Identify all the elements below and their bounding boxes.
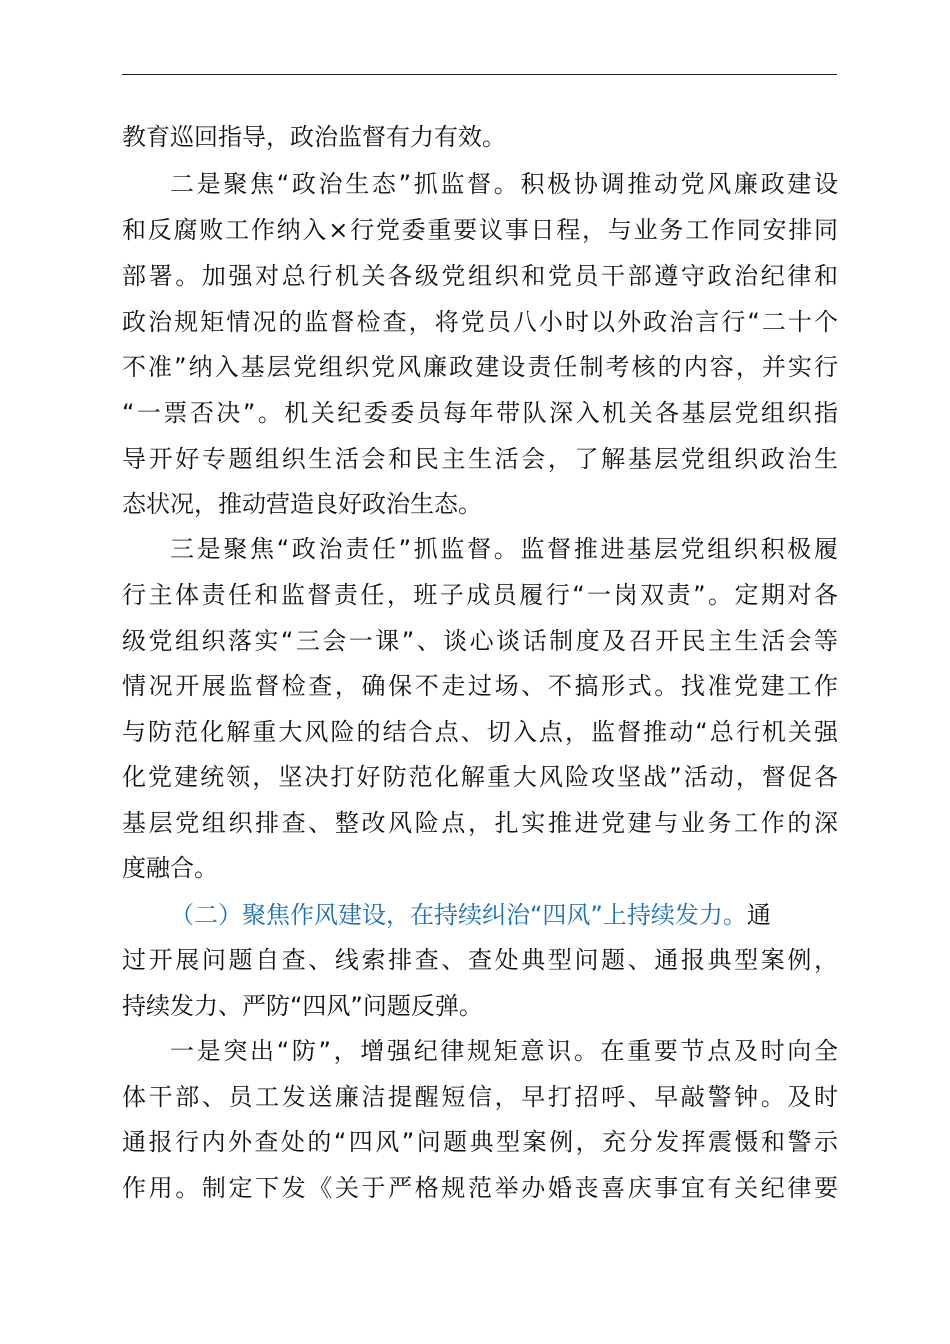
- text-line: 二是聚焦“政治生态”抓监督。积极协调推动党风廉政建设: [170, 170, 838, 198]
- text-line: 三是聚焦“政治责任”抓监督。监督推进基层党组织积极履: [170, 535, 838, 563]
- text-line: 政治规矩情况的监督检查，将党员八小时以外政治言行“二十个: [122, 308, 838, 336]
- text-line: 过开展问题自查、线索排查、查处典型问题、通报典型案例，: [122, 946, 838, 974]
- text-line: 通报行内外查处的“四风”问题典型案例，充分发挥震慑和警示: [122, 1128, 838, 1156]
- text-line: 基层党组织排查、整改风险点，扎实推进党建与业务工作的深: [122, 809, 838, 837]
- text-line: “一票否决”。机关纪委委员每年带队深入机关各基层党组织指: [122, 399, 838, 427]
- text-line: 情况开展监督检查，确保不走过场、不搞形式。找准党建工作: [122, 672, 838, 700]
- header-rule: [122, 74, 837, 75]
- text-line: 作用。制定下发《关于严格规范举办婚丧喜庆事宜有关纪律要: [122, 1174, 838, 1202]
- text-line: 导开好专题组织生活会和民主生活会，了解基层党组织政治生: [122, 445, 838, 473]
- text-line: 不准”纳入基层党组织党风廉政建设责任制考核的内容，并实行: [122, 353, 838, 381]
- text-line: 态状况，推动营造良好政治生态。: [122, 490, 482, 518]
- text-line: 和反腐败工作纳入×行党委重要议事日程，与业务工作同安排同: [122, 216, 838, 244]
- text-line: 度融合。: [122, 854, 218, 882]
- text-line: 教育巡回指导，政治监督有力有效。: [122, 123, 506, 151]
- text-line: 一是突出“防”，增强纪律规矩意识。在重要节点及时向全: [170, 1037, 838, 1065]
- section-heading: （二）聚焦作风建设，在持续纠治“四风”上持续发力。: [170, 901, 747, 929]
- text-line: 级党组织落实“三会一课”、谈心谈话制度及召开民主生活会等: [122, 627, 838, 655]
- text-line: 与防范化解重大风险的结合点、切入点，监督推动“总行机关强: [122, 718, 838, 746]
- text-line: 持续发力、严防“四风”问题反弹。: [122, 992, 483, 1020]
- text-line: 行主体责任和监督责任，班子成员履行“一岗双责”。定期对各: [122, 581, 838, 609]
- text-line: 体干部、员工发送廉洁提醒短信，早打招呼、早敲警钟。及时: [122, 1083, 838, 1111]
- text-line: 部署。加强对总行机关各级党组织和党员干部遵守政治纪律和: [122, 262, 838, 290]
- text-fragment: 通: [746, 901, 771, 929]
- text-line: 化党建统领，坚决打好防范化解重大风险攻坚战”活动，督促各: [122, 763, 838, 791]
- section-heading-line: [170, 895, 838, 935]
